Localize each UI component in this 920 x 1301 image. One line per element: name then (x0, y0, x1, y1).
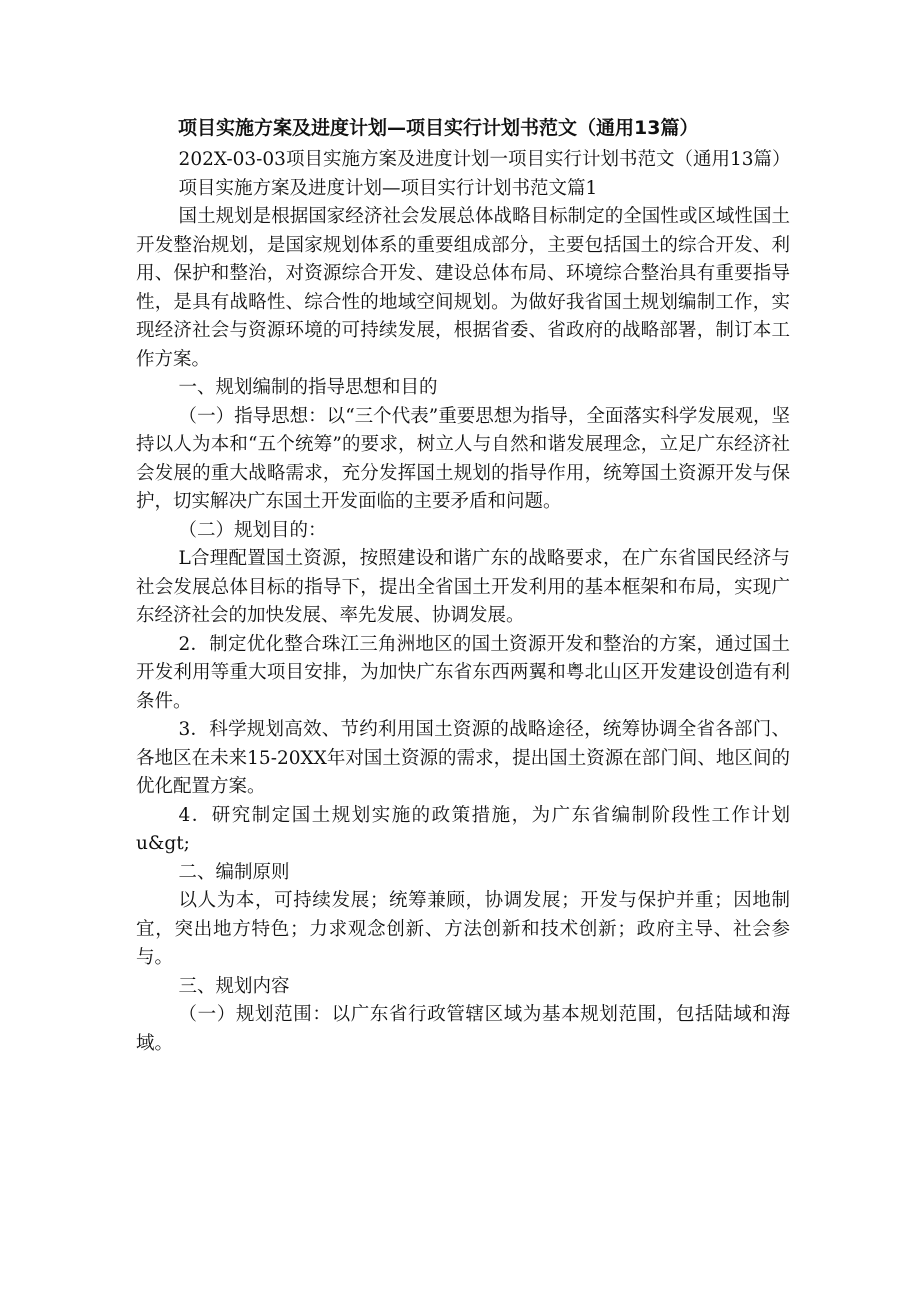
purpose-item-3: 3．科学规划高效、节约利用国土资源的战略途径，统筹协调全省各部门、各地区在未来15-20XX年对国土资源的需求，提出国土资源在部门间、地区间的优化配置方案。 (136, 719, 790, 797)
document-body (136, 146, 790, 1058)
guiding-ideology-paragraph: （一）指导思想：以“三个代表”重要思想为指导，全面落实科学发展观，坚持以人为本和“五个统筹”的要求，树立人与自然和谐发展理念，立足广东经济社会发展的重大战略需求，充分发挥国土规划的指导作用，统筹国土资源开发与保护，切实解决广东国土开发面临的主要矛盾和问题。 (136, 405, 790, 512)
principles-paragraph: 以人为本，可持续发展；统筹兼顾，协调发展；开发与保护并重；因地制宜，突出地方特色；力求观念创新、方法创新和技术创新；政府主导、社会参与。 (136, 890, 790, 968)
intro-paragraph: 国土规划是根据国家经济社会发展总体战略目标制定的全国性或区域性国土开发整治规划，是国家规划体系的重要组成部分，主要包括国土的综合开发、利用、保护和整治，对资源综合开发、建设总体布局、环境综合整治具有重要指导性，是具有战略性、综合性的地域空间规划。为做好我省国土规划编制工作，实现经济社会与资源环境的可持续发展，根据省委、省政府的战略部署，制订本工作方案。 (136, 206, 790, 370)
section-heading-3: 三、规划内容 (178, 975, 290, 997)
section-heading-2: 二、编制原则 (178, 861, 290, 883)
purpose-item-1: L合理配置国土资源，按照建设和谐广东的战略要求，在广东省国民经济与社会发展总体目标的指导下，提出全省国土开发利用的基本框架和布局，实现广东经济社会的加快发展、率先发展、协调发展。 (136, 548, 790, 626)
planning-scope-paragraph: （一）规划范围：以广东省行政管辖区域为基本规划范围，包括陆域和海域。 (136, 1004, 790, 1054)
purpose-item-2: 2．制定优化整合珠江三角洲地区的国土资源开发和整治的方案，通过国土开发利用等重大项目安排，为加快广东省东西两翼和粤北山区开发建设创造有利条件。 (136, 633, 790, 712)
document-title: 项目实施方案及进度计划—项目实行计划书范文（通用13篇） (178, 117, 699, 139)
section-heading-1: 一、规划编制的指导思想和目的 (178, 377, 438, 398)
date-line: 202X-03-03项目实施方案及进度计划一项目实行计划书范文（通用13篇） (178, 149, 791, 170)
purpose-item-4: 4．研究制定国土规划实施的政策措施，为广东省编制阶段性工作计划u&gt; (136, 804, 790, 854)
article-subtitle: 项目实施方案及进度计划—项目实行计划书范文篇1 (178, 177, 598, 199)
planning-purpose-heading: （二）规划目的： (178, 519, 327, 541)
